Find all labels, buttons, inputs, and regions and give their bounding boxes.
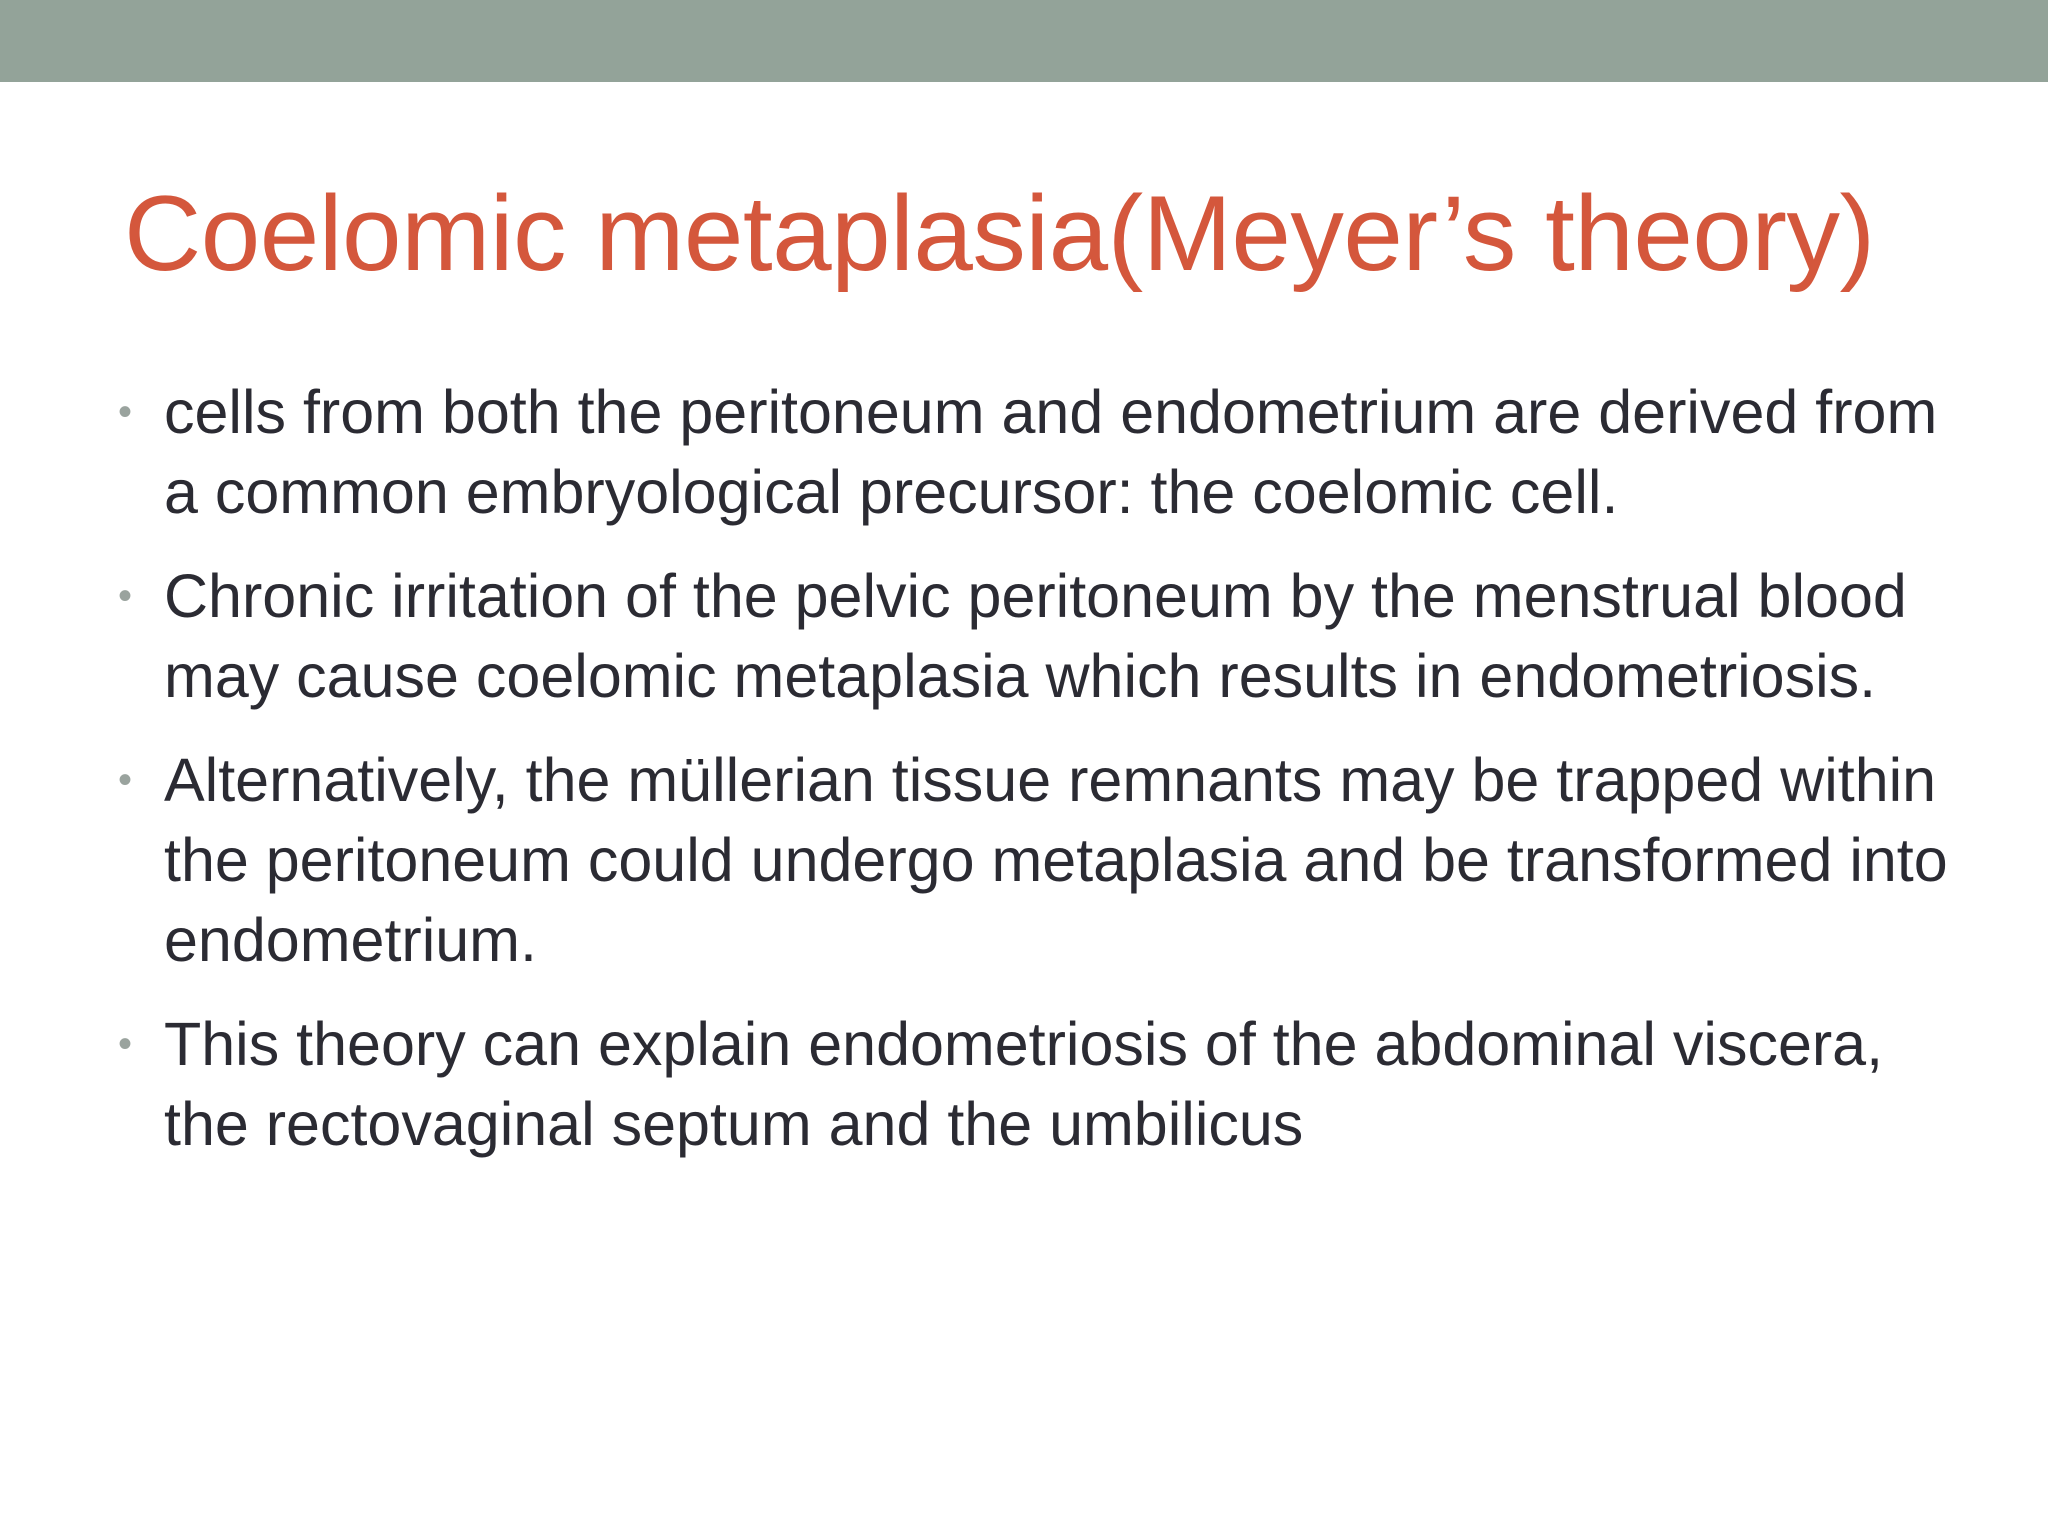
bullet-item — [118, 372, 1958, 532]
bullet-dot-icon: • — [118, 1022, 133, 1066]
slide-title: Coelomic metaplasia(Meyer’s theory) — [124, 173, 1875, 293]
bullet-dot-icon: • — [118, 574, 133, 618]
bullet-dot-icon: • — [118, 390, 133, 434]
bullet-text: Alternatively, the müllerian tissue remnants may be trapped within the peritoneum could undergo metaplasia and be transformed into endometrium. — [164, 746, 1948, 974]
bullet-dot-icon: • — [118, 758, 133, 802]
bullet-item — [118, 556, 1958, 716]
bullet-text: cells from both the peritoneum and endometrium are derived from a common embryological precursor: the coelomic cell. — [164, 378, 1938, 526]
bullet-text: This theory can explain endometriosis of the abdominal viscera, the rectovaginal septum and the umbilicus — [164, 1010, 1884, 1158]
top-accent-band — [0, 0, 2048, 82]
bullet-item — [118, 740, 1958, 980]
bullet-list — [118, 372, 1958, 1188]
bullet-text: Chronic irritation of the pelvic peritoneum by the menstrual blood may cause coelomic metaplasia which results in endometriosis. — [164, 562, 1907, 710]
bullet-item — [118, 1004, 1958, 1164]
